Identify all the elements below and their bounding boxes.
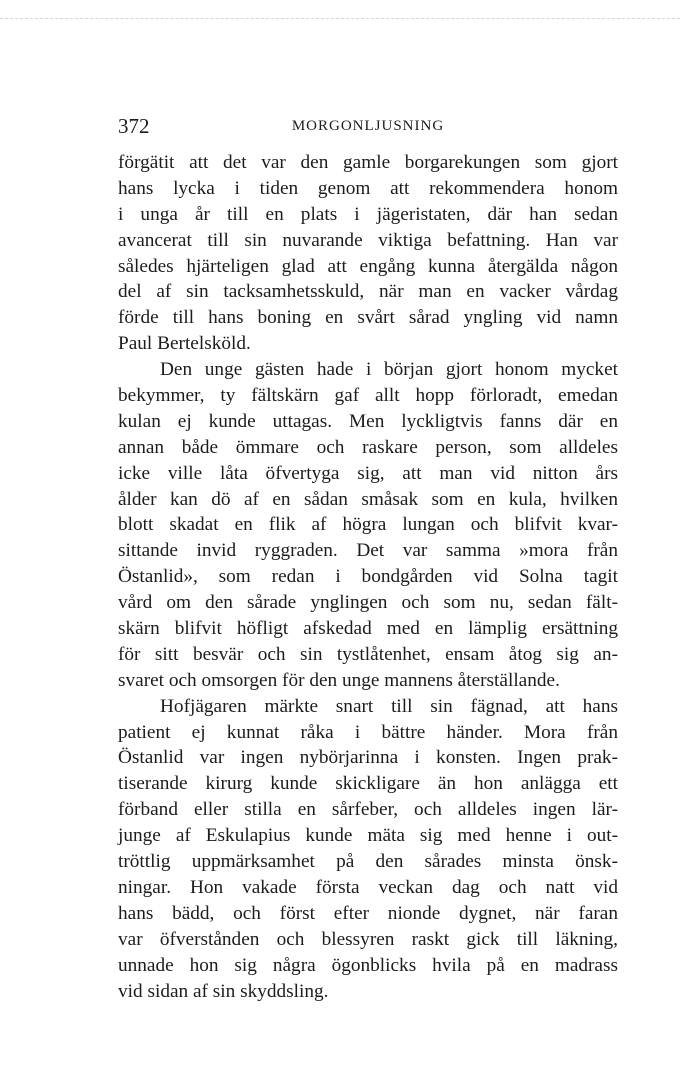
page-edge-rule xyxy=(0,18,680,19)
text-line: del af sin tacksamhetsskuld, när man en vacker vårdag xyxy=(118,281,618,303)
text-line: avancerat till sin nuvarande viktiga befattning. Han var xyxy=(118,229,618,251)
text-line: junge af Eskulapius kunde mäta sig med henne i out- xyxy=(118,825,618,847)
text-line: ålder kan dö af en sådan småsak som en kula, hvilken xyxy=(118,488,618,510)
text-line: i unga år till en plats i jägeristaten, där han sedan xyxy=(118,203,618,225)
text-line: tröttlig uppmärksamhet på den sårades minsta önsk- xyxy=(118,851,618,873)
text-line: var öfverstånden och blessyren raskt gick till läkning, xyxy=(118,928,618,950)
page-header xyxy=(118,114,618,142)
text-line: tiserande kirurg kunde skickligare än hon anlägga ett xyxy=(118,773,618,795)
text-line: blott skadat en flik af högra lungan och blifvit kvar- xyxy=(118,514,618,536)
text-line: kulan ej kunde uttagas. Men lyckligtvis fanns där en xyxy=(118,410,618,432)
text-line: icke ville låta öfvertyga sig, att man vid nitton års xyxy=(118,462,618,484)
page-number: 372 xyxy=(118,114,150,138)
text-line: Östanlid var ingen nybörjarinna i konsten. Ingen prak- xyxy=(118,747,618,769)
text-line: hans bädd, och först efter nionde dygnet, när faran xyxy=(118,902,618,924)
paragraph-end-line: Paul Bertelsköld. xyxy=(118,333,251,355)
text-line: skärn blifvit höfligt afskedad med en lämplig ersättning xyxy=(118,618,618,640)
text-line: för sitt besvär och sin tystlåtenhet, ensam åtog sig an- xyxy=(118,643,618,665)
paragraph-start-line: Den unge gästen hade i början gjort honom mycket xyxy=(160,359,618,381)
paragraph-start-line: Hofjägaren märkte snart till sin fägnad, att hans xyxy=(160,695,618,717)
text-line: patient ej kunnat råka i bättre händer. Mora från xyxy=(118,721,618,743)
text-line: unnade hon sig några ögonblicks hvila på en madrass xyxy=(118,954,618,976)
body-text xyxy=(118,150,618,1004)
text-line: vård om den sårade ynglingen och som nu, sedan fält- xyxy=(118,592,618,614)
text-line: således hjärteligen glad att engång kunna återgälda någon xyxy=(118,255,618,277)
text-line: ningar. Hon vakade första veckan dag och natt vid xyxy=(118,876,618,898)
paragraph-end-line: svaret och omsorgen för den unge mannens återställande. xyxy=(118,669,560,691)
running-title: MORGONLJUSNING xyxy=(291,118,445,134)
paragraph-end-line: vid sidan af sin skyddsling. xyxy=(118,980,329,1002)
text-line: förgätit att det var den gamle borgarekungen som gjort xyxy=(118,152,618,173)
text-line: bekymmer, ty fältskärn gaf allt hopp förloradt, emedan xyxy=(118,385,618,407)
text-line: sittande invid ryggraden. Det var samma »mora från xyxy=(118,540,618,562)
text-line: Östanlid», som redan i bondgården vid Solna tagit xyxy=(118,566,618,588)
text-line: förde till hans boning en svårt sårad yngling vid namn xyxy=(118,307,618,329)
text-line: förband eller stilla en sårfeber, och alldeles ingen lär- xyxy=(118,799,618,821)
text-line: hans lycka i tiden genom att rekommendera honom xyxy=(118,177,618,199)
text-line: annan både ömmare och raskare person, som alldeles xyxy=(118,436,618,458)
